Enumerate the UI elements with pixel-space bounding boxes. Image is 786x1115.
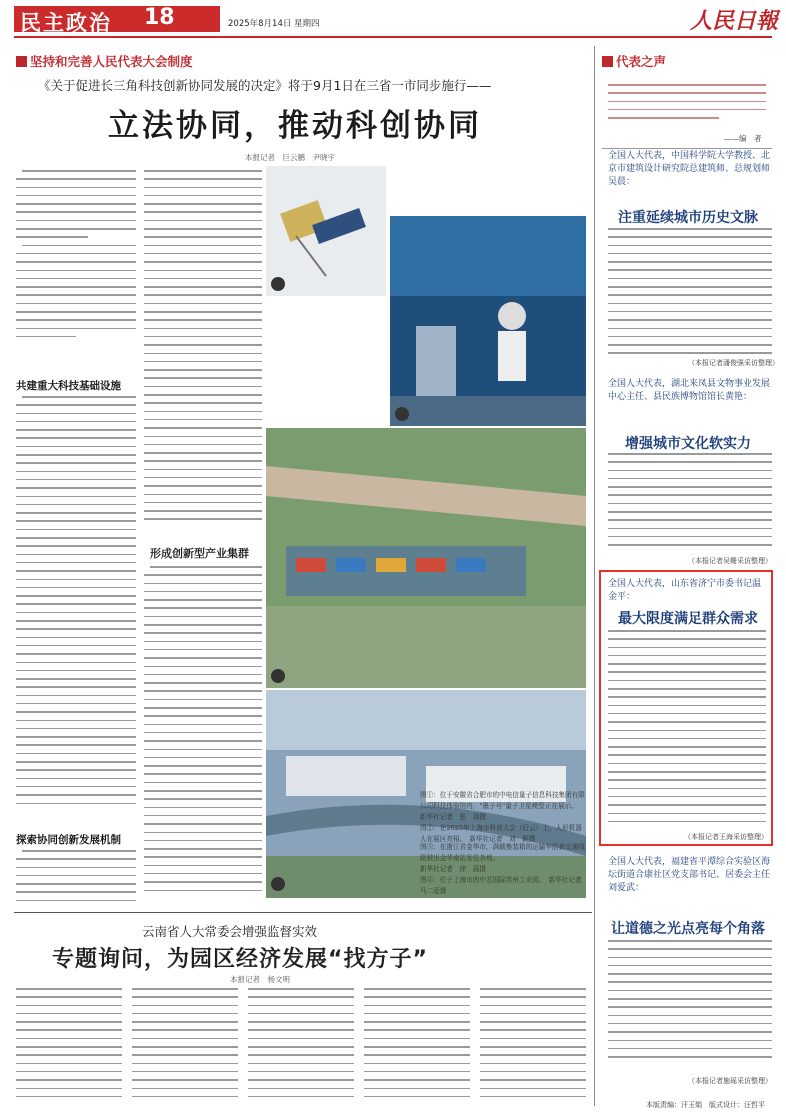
sidebar-item-1-body	[608, 228, 772, 356]
sidebar-item-3-note: （本报记者王海采访整理）	[684, 833, 768, 841]
bottom-body-text	[16, 988, 586, 1106]
sidebar-item-1-title: 注重延续城市历史文脉	[618, 210, 758, 226]
body-text-col2b	[144, 566, 262, 911]
caption-1: 图①：位于安徽省合肥市的中电信量子信息科技集团有限公司科技体验馆内，"墨子号"量子卫星模型正在展示。 新华社记者 张 端摄	[420, 791, 585, 821]
sidebar-column-tag	[602, 52, 666, 70]
sidebar-item-2-lead: 全国人大代表，湖北来凤县文物事业发展中心主任、县民族博物馆馆长黄艳：	[608, 379, 771, 402]
page-editors: 本版责编：汗玉娟 版式设计：汪哲平	[646, 1101, 765, 1109]
caption-2: 图②：在2025年上海市科创大会（后云）上，人形机器人在展区亮相。 新华社记者 刘 颖摄	[420, 824, 582, 843]
text-box-title: 形成创新型产业集群	[150, 547, 249, 560]
caption-4: 新华社记者 徐 晨摄	[420, 865, 486, 873]
page-number: 18	[144, 5, 175, 30]
body-text-col2a	[144, 170, 262, 535]
sidebar-item-4-title: 让道德之光点亮每个角落	[611, 921, 765, 937]
sidebar-tag-marker-icon	[602, 56, 613, 67]
subhead-2: 探索协同创新发展机制	[16, 834, 121, 846]
sidebar-rule	[602, 148, 772, 149]
body-text-col1b	[16, 396, 136, 824]
bottom-byline: 本报记者 杨文明	[230, 975, 290, 984]
subhead-1: 共建重大科技基础设施	[16, 380, 121, 392]
section-name: 民主政治	[20, 11, 112, 35]
sidebar-item-2-note: （本报记者吴姗采访整理）	[688, 557, 772, 565]
sidebar-item-3-body	[608, 630, 766, 830]
newspaper-masthead: 人民日報	[690, 8, 779, 34]
sidebar-item-4-note: （本报记者施瑶采访整理）	[688, 1077, 772, 1085]
sidebar-item-1-lead: 全国人大代表，中国科学院大学教授、北京市建筑设计研究院总建筑师、总规划师吴晨：	[608, 151, 771, 187]
column-tag-label: 坚持和完善人民代表大会制度	[30, 54, 193, 69]
story-headline: 立法协同，推动科创协同	[108, 108, 482, 144]
story-kicker: 《关于促进长三角科技创新协同发展的决定》将于9月1日在三省一市同步施行——	[38, 78, 492, 93]
photo-captions	[420, 790, 586, 842]
header-rule	[14, 36, 772, 38]
bottom-headline: 专题询问，为园区经济发展“找方子”	[52, 947, 428, 972]
body-text-col1a	[16, 170, 136, 370]
sidebar-item-4-lead: 全国人大代表，福建省平潭综合实验区海坛街道合康社区党支部书记、居委会主任刘爱武：	[608, 857, 771, 893]
sidebar-item-3-title: 最大限度满足群众需求	[618, 611, 758, 627]
column-divider	[594, 46, 595, 1106]
photo-satellite-model	[266, 166, 386, 296]
story-byline: 本报记者 巨云鹏 尹晓宇	[245, 153, 335, 162]
caption-3: 图③：在浙江省金华市，满载集装箱的运输车沿着交通线路驶出金华南站发往各地。	[420, 843, 585, 862]
sidebar-item-2-body	[608, 453, 772, 555]
sidebar-tag-label: 代表之声	[616, 54, 667, 69]
photo-container-trucks	[266, 428, 586, 688]
bottom-kicker: 云南省人大常委会增强监督实效	[142, 924, 318, 939]
caption-5: 图④：位于上海市的中芯国际苏州工业园。 新华社记者 马二爱摄	[420, 876, 589, 895]
body-text-col1c	[16, 850, 136, 910]
sidebar-item-4-body	[608, 940, 772, 1072]
sidebar-item-3-lead: 全国人大代表，山东省济宁市委书记温金平：	[608, 579, 762, 602]
tag-marker-icon	[16, 56, 27, 67]
body-text-col3	[266, 668, 418, 910]
photo-captions-2	[420, 842, 589, 912]
story-divider	[14, 912, 592, 913]
column-tag	[16, 52, 193, 70]
issue-date: 2025年8月14日 星期四	[228, 19, 320, 29]
sidebar-item-2-title: 增强城市文化软实力	[625, 436, 751, 452]
photo-humanoid-robot	[390, 216, 586, 426]
sidebar-intro-signature: ——编 者	[724, 134, 762, 143]
sidebar-item-1-note: （本报记者潘俊强采访整理）	[688, 359, 779, 367]
